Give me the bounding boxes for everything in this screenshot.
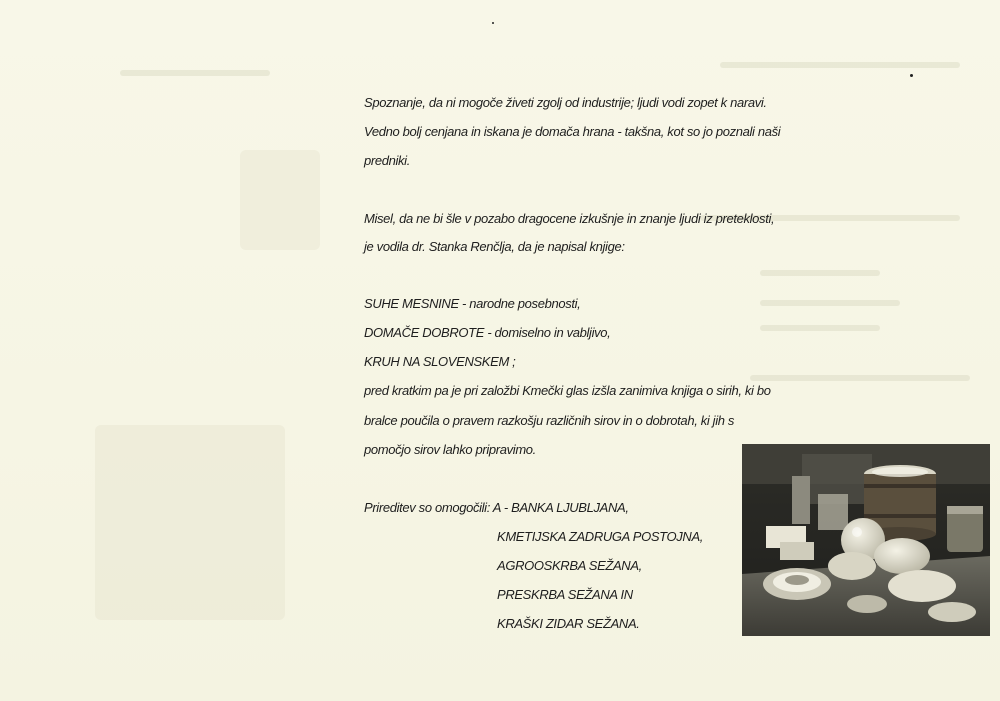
cheese-book-line: pomočjo sirov lahko pripravimo.: [364, 442, 536, 457]
sponsor-name: A - BANKA LJUBLJANA,: [492, 500, 629, 515]
book-title: SUHE MESNINE - narodne posebnosti,: [364, 296, 581, 311]
cheese-book-line: pred kratkim pa je pri založbi Kmečki glas izšla zanimiva knjiga o sirih, ki bo: [364, 383, 771, 398]
sponsor-name: KRAŠKI ZIDAR SEŽANA.: [497, 616, 640, 631]
bleed-through-line: [760, 300, 900, 306]
sponsors-lead-label: Prireditev so omogočili:: [364, 500, 490, 515]
intro-line: Vedno bolj cenjana in iskana je domača hrana - takšna, kot so jo poznali naši: [364, 124, 781, 139]
cheese-still-life-photo: [742, 444, 990, 636]
sponsor-name: KMETIJSKA ZADRUGA POSTOJNA,: [497, 529, 704, 544]
sponsor-name: AGROOSKRBA SEŽANA,: [497, 558, 642, 573]
sponsor-name: PRESKRBA SEŽANA IN: [497, 587, 633, 602]
book-title: DOMAČE DOBROTE - domiselno in vabljivo,: [364, 325, 611, 340]
cheese-photo-illustration: [742, 444, 990, 636]
sponsors-lead: [364, 493, 629, 522]
bleed-through-line: [760, 270, 880, 276]
bleed-through-line: [120, 70, 270, 76]
bleed-through-block: [95, 425, 285, 620]
bleed-through-line: [760, 325, 880, 331]
bleed-through-line: [750, 375, 970, 381]
book-title: KRUH NA SLOVENSKEM ;: [364, 354, 516, 369]
cheese-book-line: bralce poučila o pravem razkošju različnih sirov in o dobrotah, ki jih s: [364, 413, 735, 428]
intro-line: predniki.: [364, 153, 410, 168]
scan-speck: [910, 74, 913, 77]
author-line: Misel, da ne bi šle v pozabo dragocene izkušnje in znanje ljudi iz preteklosti,: [364, 211, 775, 226]
scan-speck: [492, 22, 494, 24]
intro-line: Spoznanje, da ni mogoče živeti zgolj od industrije; ljudi vodi zopet k naravi.: [364, 95, 767, 110]
bleed-through-block: [240, 150, 320, 250]
author-line: je vodila dr. Stanka Renčlja, da je napisal knjige:: [364, 239, 625, 254]
bleed-through-line: [720, 62, 960, 68]
